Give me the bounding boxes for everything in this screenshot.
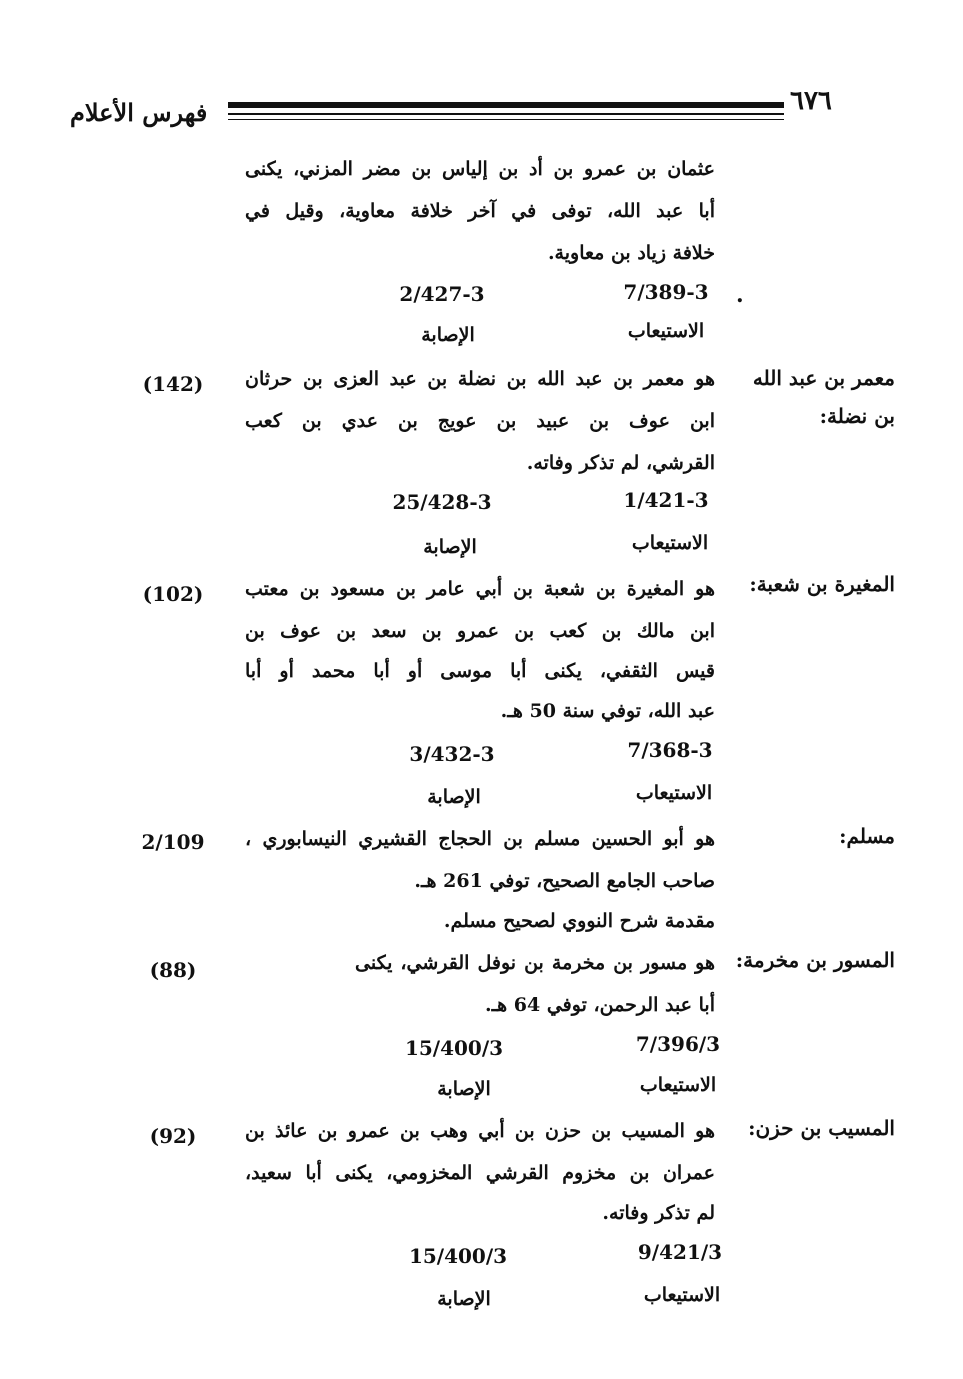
header-rule-thin — [228, 113, 784, 115]
entry-name: معمر بن عبد الله — [752, 366, 895, 390]
ref-istiab: 1/421-3 — [623, 488, 709, 512]
entry-number: (142) — [142, 372, 204, 396]
ref-isaba: 25/428-3 — [392, 490, 492, 514]
source-isaba: الإصابة — [423, 536, 477, 558]
source-istiab: الاستيعاب — [627, 320, 705, 342]
ref-isaba: 2/427-3 — [399, 282, 485, 306]
source-isaba: الإصابة — [437, 1078, 491, 1100]
source-isaba: الإصابة — [437, 1288, 491, 1310]
intro-line: أبا عبد الله، توفى في آخر خلافة معاوية، وقيل في — [245, 200, 715, 222]
entry-name: المغيرة بن شعبة: — [749, 572, 895, 596]
source-isaba: الإصابة — [427, 786, 481, 808]
entry-number: (92) — [149, 1124, 197, 1148]
ref-istiab: 7/396/3 — [635, 1032, 721, 1056]
entry-line: عبد الله، توفي سنة 50 هـ. — [500, 700, 715, 722]
source-isaba: الإصابة — [421, 324, 475, 346]
entry-line: مقدمة شرح النووي لصحيح مسلم. — [443, 910, 715, 932]
intro-line: خلافة زياد بن معاوية. — [547, 242, 715, 264]
entry-line: هو أبو الحسين مسلم بن الحجاج القشيري النيسابوري ، — [245, 828, 715, 850]
entry-line: ابن مالك بن كعب بن عمرو بن سعد بن عوف بن — [245, 620, 715, 642]
entry-name: المسور بن مخرمة: — [735, 948, 895, 972]
ref-isaba: 15/400/3 — [408, 1244, 508, 1268]
header-rule-hairline — [228, 119, 784, 120]
entry-number: (88) — [149, 958, 197, 982]
ref-istiab: 7/368-3 — [627, 738, 713, 762]
entry-line: هو مسور بن مخرمة بن نوفل القرشي، يكنى — [355, 952, 715, 974]
entry-line: القرشي، لم تذكر وفاته. — [526, 452, 715, 474]
entry-name: مسلم: — [839, 824, 895, 848]
entry-name: المسيب بن حزن: — [748, 1116, 895, 1140]
ref-istiab: 9/421/3 — [637, 1240, 723, 1264]
intro-line: عثمان بن عمرو بن أد بن إلياس بن مضر المزني، يكنى — [245, 158, 715, 180]
source-istiab: الاستيعاب — [635, 782, 713, 804]
ref-istiab: 7/389-3 — [623, 280, 709, 304]
ref-isaba: 15/400/3 — [404, 1036, 504, 1060]
entry-line: هو المسيب بن حزن بن أبي وهب بن عمرو بن عائذ بن — [245, 1120, 715, 1142]
source-istiab: الاستيعاب — [639, 1074, 717, 1096]
entry-line: لم تذكر وفاته. — [602, 1202, 715, 1224]
entry-number: 2/109 — [141, 830, 205, 854]
page-number: ٦٧٦ — [790, 86, 832, 116]
header-rule-thick — [228, 102, 784, 108]
entry-name: بن نضلة: — [819, 404, 895, 428]
entry-line: ابن عوف بن عبيد بن عويج بن عدي بن كعب — [245, 410, 715, 432]
entry-line: عمران بن مخزوم القرشي المخزومي، يكنى أبا سعيد، — [245, 1162, 715, 1184]
entry-number: (102) — [142, 582, 204, 606]
entry-line: أبا عبد الرحمن، توفي 64 هـ. — [484, 994, 715, 1016]
ref-isaba: 3/432-3 — [409, 742, 495, 766]
entry-line: هو معمر بن عبد الله بن نضلة بن عبد العزى بن حرثان — [245, 368, 715, 390]
source-istiab: الاستيعاب — [643, 1284, 721, 1306]
entry-line: هو المغيرة بن شعبة بن أبي عامر بن مسعود بن معتب — [245, 578, 715, 600]
source-istiab: الاستيعاب — [631, 532, 709, 554]
bullet-mark: . — [736, 282, 744, 308]
entry-line: قيس الثقفي، يكنى أبا موسى أو أبا محمد أو أبا — [245, 660, 715, 682]
page-title: فهرس الأعلام — [70, 98, 208, 127]
entry-line: صاحب الجامع الصحيح، توفي 261 هـ. — [414, 870, 715, 892]
